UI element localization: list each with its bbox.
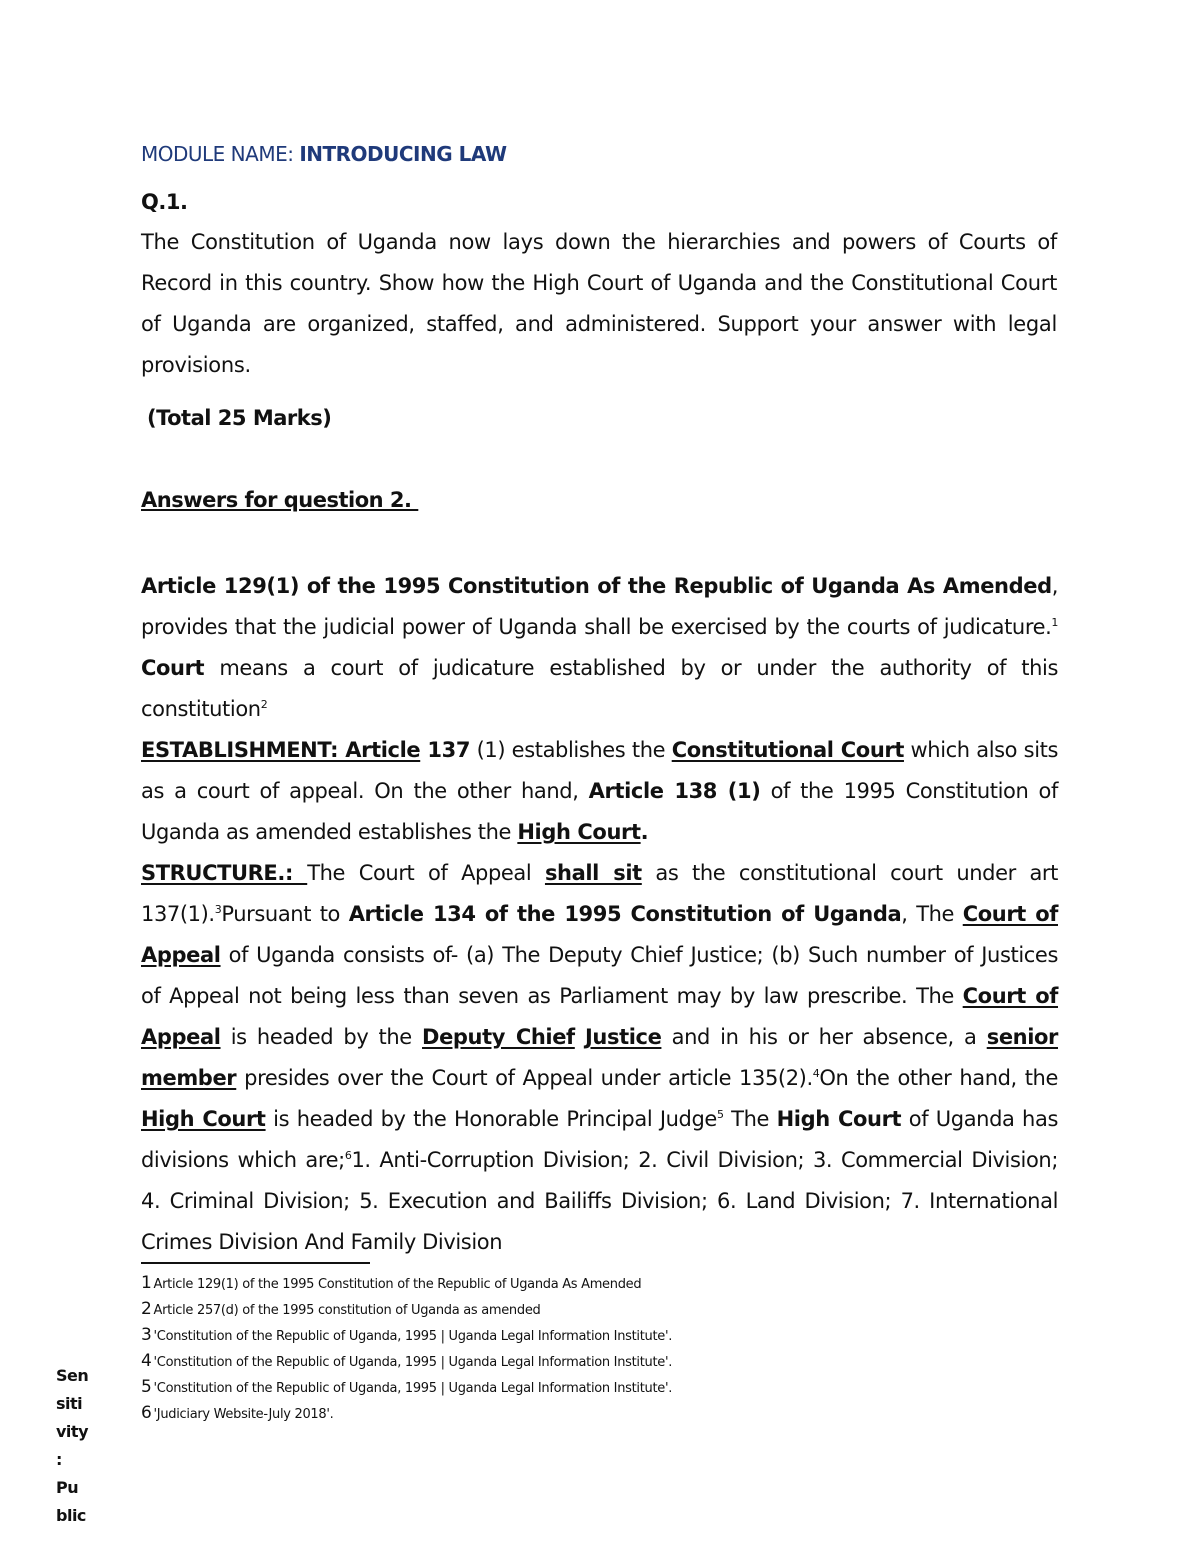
sensitivity-fragment: Sen <box>56 1366 89 1385</box>
footnote-number: 1 <box>141 1273 152 1293</box>
module-name-line <box>141 142 507 166</box>
footnote-ref-4[interactable]: 4 <box>812 1067 820 1080</box>
answer-text: On the other hand, the <box>819 1066 1058 1090</box>
footnote-5 <box>141 1375 672 1401</box>
question-number: Q.1. <box>141 190 188 214</box>
answer-text: The <box>723 1107 777 1131</box>
senior-member-term: senior member <box>141 1025 1058 1090</box>
footnote-number: 3 <box>141 1325 152 1345</box>
answer-text: and in his or her absence, a <box>661 1025 987 1049</box>
footnote-text: 'Judiciary Website-July 2018'. <box>153 1407 334 1422</box>
footnote-ref-2[interactable]: 2 <box>260 698 268 711</box>
answer-text: The Court of Appeal <box>307 861 545 885</box>
high-court-term: High Court <box>141 1107 266 1131</box>
footnote-ref-5[interactable]: 5 <box>716 1108 724 1121</box>
answers-heading: Answers for question 2. <box>141 488 419 512</box>
footnote-ref-1[interactable]: 1 <box>1051 616 1058 629</box>
court-term: Court <box>141 656 205 680</box>
answer-text: means a court of judicature established by or under the authority of this constitution <box>141 656 1058 721</box>
article-129-reference: Article 129(1) of the 1995 Constitution of the Republic of Uganda As Amended <box>141 574 1052 598</box>
answer-text: , provides that the judicial power of Uganda shall be exercised by the courts of judicature. <box>141 574 1058 639</box>
footnote-text: Article 257(d) of the 1995 constitution of Uganda as amended <box>153 1303 541 1318</box>
court-of-appeal-term: Court of Appeal <box>141 984 1058 1049</box>
footnote-separator <box>141 1262 370 1264</box>
sensitivity-fragment: Pu <box>56 1478 79 1497</box>
article-134-reference: Article 134 of the 1995 Constitution of Uganda <box>348 902 902 926</box>
answer-text: presides over the Court of Appeal under article 135(2). <box>236 1066 813 1090</box>
structure-heading: STRUCTURE.: <box>141 861 308 885</box>
structure-paragraph <box>141 853 1058 1263</box>
footnotes <box>141 1271 672 1427</box>
establishment-paragraph <box>141 730 1058 853</box>
answer-text: . <box>640 820 649 844</box>
article-138-reference: Article 138 (1) <box>588 779 761 803</box>
sensitivity-fragment: : <box>56 1450 62 1469</box>
answer-text: is headed by the Honorable Principal Judge <box>265 1107 717 1131</box>
footnote-number: 4 <box>141 1351 152 1371</box>
footnote-ref-3[interactable]: 3 <box>214 903 222 916</box>
justice-term: Justice <box>585 1025 662 1049</box>
module-title: INTRODUCING LAW <box>299 142 507 166</box>
answer-text: of Uganda consists of- (a) The Deputy Chief Justice; (b) Such number of Justices of Appeal not being less than seven as Parliament may by law prescribe. The <box>141 943 1058 1008</box>
module-name-label: MODULE NAME: <box>141 142 300 166</box>
footnote-text: Article 129(1) of the 1995 Constitution of the Republic of Uganda As Amended <box>153 1277 642 1292</box>
deputy-chief-term: Deputy Chief <box>422 1025 575 1049</box>
answer-text: of the 1995 Constitution of Uganda as amended establishes the <box>141 779 1058 844</box>
footnote-number: 5 <box>141 1377 152 1397</box>
high-court-term: High Court <box>517 820 641 844</box>
sensitivity-fragment: blic <box>56 1506 86 1525</box>
sensitivity-fragment: siti <box>56 1394 83 1413</box>
answer-text: (1) establishes the <box>470 738 672 762</box>
answer-body <box>141 566 1058 1263</box>
footnote-2 <box>141 1297 672 1323</box>
footnote-3 <box>141 1323 672 1349</box>
constitutional-court-term: Constitutional Court <box>671 738 904 762</box>
total-marks: (Total 25 Marks) <box>147 406 332 430</box>
establishment-heading: ESTABLISHMENT: Article <box>141 738 421 762</box>
article-137-number: 137 <box>420 738 471 762</box>
footnote-6 <box>141 1401 672 1427</box>
answer-text: , The <box>901 902 963 926</box>
answer-text: is headed by the <box>220 1025 423 1049</box>
answer-text: of Uganda has divisions which are; <box>141 1107 1058 1172</box>
sensitivity-label <box>56 1362 89 1530</box>
footnote-1 <box>141 1271 672 1297</box>
high-court-divisions: 1. Anti-Corruption Division; 2. Civil Division; 3. Commercial Division; 4. Criminal Division; 5. Execution and Bailiffs Division; 6. Land Division; 7. International Crimes Division And Family Division <box>141 1148 1058 1254</box>
answer-text: as the constitutional court under art 137(1). <box>141 861 1058 926</box>
answer-text: Pursuant to <box>221 902 349 926</box>
footnote-number: 2 <box>141 1299 152 1319</box>
question-text: The Constitution of Uganda now lays down the hierarchies and powers of Courts of Record in this country. Show how the High Court of Uganda and the Constitutional Court of Uganda are organized, staffed, and administered. Support your answer with legal provisions. <box>141 230 1057 377</box>
court-of-appeal-term: Court of Appeal <box>141 902 1058 967</box>
answer-paragraph-1 <box>141 566 1058 730</box>
footnote-4 <box>141 1349 672 1375</box>
shall-sit-term: shall sit <box>544 861 642 885</box>
footnote-text: 'Constitution of the Republic of Uganda, 1995 | Uganda Legal Information Institute'. <box>153 1381 673 1396</box>
footnote-ref-6[interactable]: 6 <box>344 1149 352 1162</box>
footnote-number: 6 <box>141 1403 152 1423</box>
sensitivity-fragment: vity <box>56 1422 88 1441</box>
footnote-text: 'Constitution of the Republic of Uganda, 1995 | Uganda Legal Information Institute'. <box>153 1329 673 1344</box>
answer-text: which also sits as a court of appeal. On the other hand, <box>141 738 1059 803</box>
footnote-text: 'Constitution of the Republic of Uganda, 1995 | Uganda Legal Information Institute'. <box>153 1355 673 1370</box>
high-court-term: High Court <box>776 1107 902 1131</box>
